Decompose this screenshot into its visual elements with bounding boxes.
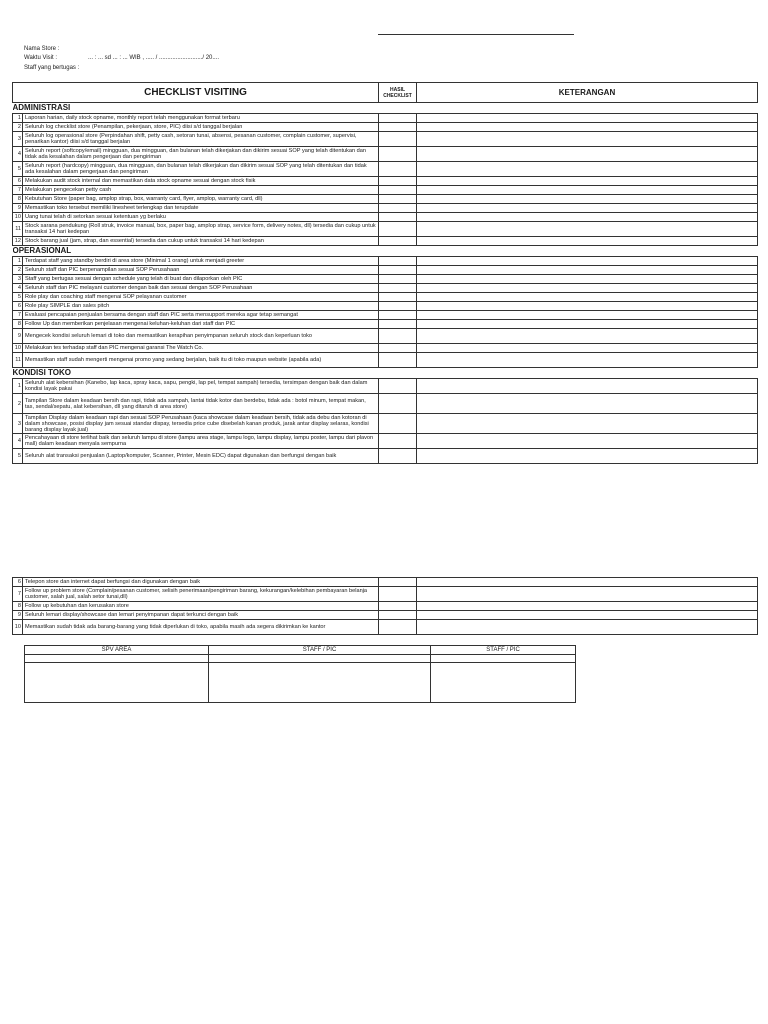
hasil-checklist-cell[interactable]	[379, 353, 417, 368]
hasil-checklist-cell[interactable]	[379, 114, 417, 123]
nama-store-row	[24, 45, 59, 53]
item-description: Seluruh staff dan PIC melayani customer dengan baik dan sesuai dengan SOP Perusahaan	[23, 284, 379, 293]
item-description: Memastikan sudah tidak ada barang-barang yang tidak diperlukan di toko, apabila masih ada segera dikirimkan ke kantor	[23, 620, 379, 635]
hasil-checklist-cell[interactable]	[379, 186, 417, 195]
hasil-checklist-cell[interactable]	[379, 293, 417, 302]
item-number: 3	[13, 414, 23, 434]
keterangan-cell[interactable]	[417, 204, 758, 213]
checklist-body-continued	[13, 578, 758, 635]
item-number: 8	[13, 602, 23, 611]
item-description: Stock barang jual (jam, strap, dan essential) tersedia dan cukup untuk transaksi 14 hari kedepan	[23, 237, 379, 246]
keterangan-cell[interactable]	[417, 434, 758, 449]
checklist-row	[13, 344, 758, 353]
checklist-row	[13, 284, 758, 293]
item-description: Role play SIMPLE dan sales pitch	[23, 302, 379, 311]
hasil-checklist-cell[interactable]	[379, 578, 417, 587]
item-description: Follow up problem store (Complain/pesanan customer, selisih penerimaan/pengiriman barang, kekurangan/kelebihan pembayaran belanja customer, salah jual, salah setor tunai,dll)	[23, 587, 379, 602]
keterangan-cell[interactable]	[417, 320, 758, 329]
checklist-row	[13, 114, 758, 123]
item-description: Uang tunai telah di setorkan sesuai ketentuan yg berlaku	[23, 213, 379, 222]
item-number: 8	[13, 320, 23, 329]
item-number: 4	[13, 284, 23, 293]
keterangan-cell[interactable]	[417, 123, 758, 132]
item-description: Seluruh alat kebersihan (Kanebo, lap kaca, spray kaca, sapu, pengki, lap pel, tempat sampah) tersedia, tersimpan dengan baik dan dalam kondisi layak pakai	[23, 379, 379, 394]
item-number: 6	[13, 578, 23, 587]
item-number: 11	[13, 353, 23, 368]
keterangan-cell[interactable]	[417, 186, 758, 195]
item-number: 10	[13, 620, 23, 635]
keterangan-cell[interactable]	[417, 275, 758, 284]
item-description: Seluruh report (hardcopy) mingguan, dua mingguan, dan bulanan telah dikerjakan dan dikirim sesuai SOP yang telah ditentukan dan tidak ada kesalahan dalam pengerjaan dan pengiriman	[23, 162, 379, 177]
item-number: 10	[13, 213, 23, 222]
keterangan-cell[interactable]	[417, 293, 758, 302]
item-description: Memastikan staff sudah mengerti mengenai promo yang sedang berjalan, baik itu di toko maupun website (apabila ada)	[23, 353, 379, 368]
item-number: 1	[13, 379, 23, 394]
keterangan-cell[interactable]	[417, 132, 758, 147]
hasil-checklist-cell[interactable]	[379, 587, 417, 602]
sig-staff-pic-label-1: STAFF / PIC	[209, 646, 431, 655]
checklist-row	[13, 293, 758, 302]
checklist-row	[13, 257, 758, 266]
item-description: Melakukan audit stock internal dan memastikan data stock opname sesuai dengan stock fisik	[23, 177, 379, 186]
item-description: Laporan harian, daily stock opname, monthly report telah menggunakan format terbaru	[23, 114, 379, 123]
keterangan-cell[interactable]	[417, 266, 758, 275]
checklist-row	[13, 177, 758, 186]
checklist-row	[13, 132, 758, 147]
item-number: 2	[13, 123, 23, 132]
sig-staff-pic-name-1[interactable]	[209, 655, 431, 663]
keterangan-cell[interactable]	[417, 147, 758, 162]
staff-label: Staff yang bertugas :	[24, 65, 80, 71]
waktu-visit-row	[24, 54, 220, 62]
keterangan-cell[interactable]	[417, 620, 758, 635]
checklist-row	[13, 222, 758, 237]
hasil-checklist-cell[interactable]	[379, 379, 417, 394]
hasil-checklist-cell[interactable]	[379, 257, 417, 266]
hasil-checklist-cell[interactable]	[379, 394, 417, 414]
item-description: Memastikan toko tersebut memiliki linesheet terlengkap dan terupdate	[23, 204, 379, 213]
signature-table	[24, 645, 576, 703]
checklist-row	[13, 266, 758, 275]
hasil-checklist-cell[interactable]	[379, 132, 417, 147]
hasil-checklist-cell[interactable]	[379, 284, 417, 293]
item-description: Tampilan Display dalam keadaan rapi dan sesuai SOP Perusahaan (kaca showcase dalam keadaan bersih, tidak ada debu dan kotoran di dalam showcase, posisi display jam sesuai standar dispay, tersedia price cube disebelah kanan produk, jarak antar display selaras, kondisi barang display layak jual)	[23, 414, 379, 434]
section-header-row	[13, 368, 758, 379]
item-number: 6	[13, 177, 23, 186]
nama-store-label: Nama Store :	[24, 46, 60, 52]
checklist-row	[13, 275, 758, 284]
checklist-row	[13, 147, 758, 162]
item-number: 10	[13, 344, 23, 353]
item-number: 4	[13, 434, 23, 449]
keterangan-cell[interactable]	[417, 302, 758, 311]
keterangan-cell[interactable]	[417, 213, 758, 222]
item-number: 5	[13, 293, 23, 302]
keterangan-cell[interactable]	[417, 195, 758, 204]
keterangan-cell[interactable]	[417, 177, 758, 186]
item-number: 9	[13, 204, 23, 213]
keterangan-cell[interactable]	[417, 414, 758, 434]
item-number: 7	[13, 311, 23, 320]
hasil-checklist-cell[interactable]	[379, 162, 417, 177]
checklist-row	[13, 195, 758, 204]
item-description: Seluruh log checklist store (Penampilan, pekerjaan, store, PIC) diisi s/d tanggal berjalan	[23, 123, 379, 132]
checklist-row	[13, 394, 758, 414]
section-title: ADMINISTRASI	[13, 103, 758, 114]
sig-staff-pic-label-2: STAFF / PIC	[431, 646, 576, 655]
item-number: 7	[13, 186, 23, 195]
keterangan-cell[interactable]	[417, 257, 758, 266]
hasil-checklist-cell[interactable]	[379, 329, 417, 344]
keterangan-cell[interactable]	[417, 602, 758, 611]
item-number: 1	[13, 114, 23, 123]
hasil-checklist-cell[interactable]	[379, 275, 417, 284]
sig-spv-area-name[interactable]	[25, 655, 209, 663]
item-number: 11	[13, 222, 23, 237]
section-title: OPERASIONAL	[13, 246, 758, 257]
hasil-checklist-cell[interactable]	[379, 434, 417, 449]
hasil-checklist-cell[interactable]	[379, 320, 417, 329]
item-description: Seluruh alat transaksi penjualan (Laptop/komputer, Scanner, Printer, Mesin EDC) dapat digunakan dan berfungsi dengan baik	[23, 449, 379, 464]
keterangan-cell[interactable]	[417, 162, 758, 177]
checklist-row	[13, 162, 758, 177]
hasil-checklist-cell[interactable]	[379, 414, 417, 434]
section-header-row	[13, 246, 758, 257]
hasil-checklist-cell[interactable]	[379, 222, 417, 237]
item-number: 4	[13, 147, 23, 162]
checklist-row	[13, 434, 758, 449]
item-description: Mengecek kondisi seluruh lemari di toko dan memastikan kerapihan penyimpanan seluruh stock dan keperluan toko	[23, 329, 379, 344]
hasil-checklist-cell[interactable]	[379, 602, 417, 611]
keterangan-cell[interactable]	[417, 379, 758, 394]
hasil-checklist-cell[interactable]	[379, 620, 417, 635]
item-description: Terdapat staff yang standby berdiri di area store (Minimal 1 orang) untuk menjadi greeter	[23, 257, 379, 266]
item-number: 1	[13, 257, 23, 266]
checklist-row	[13, 449, 758, 464]
hasil-checklist-cell[interactable]	[379, 123, 417, 132]
checklist-row	[13, 379, 758, 394]
item-description: Tampilan Store dalam keadaan bersih dan rapi, tidak ada sampah, lantai tidak kotor dan berdebu, tidak ada : botol minum, tempat makan, tas, sendal/sepatu, alat kebersihan, dll yang ditaruh di area store)	[23, 394, 379, 414]
item-description: Stock sarana pendukung (Roll struk, invoice manual, box, paper bag, amplop strap, service form, delivery notes, dll) tersedia dan cukup untuk transaksi 14 hari kedepan	[23, 222, 379, 237]
hasil-checklist-cell[interactable]	[379, 147, 417, 162]
hasil-checklist-cell[interactable]	[379, 449, 417, 464]
item-number: 2	[13, 394, 23, 414]
hasil-checklist-cell[interactable]	[379, 213, 417, 222]
item-description: Seluruh report (softcopy/email) mingguan, dua mingguan, dan bulanan telah dikerjakan dan dikirim sesuai SOP yang telah ditentukan dan tidak ada kesalahan dalam pengerjaan dan pengiriman	[23, 147, 379, 162]
item-description: Melakukan tes terhadap staff dan PIC mengenai garansi The Watch Co.	[23, 344, 379, 353]
hasil-checklist-cell[interactable]	[379, 611, 417, 620]
hasil-checklist-cell[interactable]	[379, 237, 417, 246]
keterangan-header: KETERANGAN	[417, 83, 758, 103]
staff-row	[24, 64, 79, 72]
item-description: Seluruh lemari display/showcase dan lemari penyimpanan dapat terkunci dengan baik	[23, 611, 379, 620]
sig-staff-pic-signature-1[interactable]	[209, 663, 431, 703]
hasil-checklist-cell[interactable]	[379, 302, 417, 311]
checklist-header-row	[13, 83, 758, 103]
sig-spv-area-signature[interactable]	[25, 663, 209, 703]
item-number: 9	[13, 329, 23, 344]
hasil-checklist-header: HASIL CHECKLIST	[379, 83, 417, 103]
item-number: 5	[13, 449, 23, 464]
item-number: 12	[13, 237, 23, 246]
sig-staff-pic-signature-2[interactable]	[431, 663, 576, 703]
checklist-title: CHECKLIST VISITING	[13, 83, 379, 103]
checklist-row	[13, 123, 758, 132]
checklist-row	[13, 237, 758, 246]
checklist-row	[13, 602, 758, 611]
item-number: 5	[13, 162, 23, 177]
checklist-body	[13, 103, 758, 464]
checklist-row	[13, 578, 758, 587]
checklist-row	[13, 204, 758, 213]
hasil-checklist-cell[interactable]	[379, 344, 417, 353]
section-header-row	[13, 103, 758, 114]
item-description: Kebutuhan Store (paper bag, amplop strap, box, warranty card, flyer, amplop, warranty card, dll)	[23, 195, 379, 204]
checklist-row	[13, 587, 758, 602]
keterangan-cell[interactable]	[417, 344, 758, 353]
keterangan-cell[interactable]	[417, 222, 758, 237]
item-number: 2	[13, 266, 23, 275]
item-description: Follow up kebutuhan dan kerusakan store	[23, 602, 379, 611]
keterangan-cell[interactable]	[417, 394, 758, 414]
item-description: Follow Up dan memberikan penjelasan mengenai keluhan-keluhan dari staff dan PIC	[23, 320, 379, 329]
signature-line	[378, 34, 574, 35]
keterangan-cell[interactable]	[417, 311, 758, 320]
keterangan-cell[interactable]	[417, 329, 758, 344]
sig-staff-pic-name-2[interactable]	[431, 655, 576, 663]
item-description: Role play dan coaching staff mengenai SOP pelayanan customer	[23, 293, 379, 302]
keterangan-cell[interactable]	[417, 284, 758, 293]
hasil-checklist-cell[interactable]	[379, 266, 417, 275]
checklist-row	[13, 302, 758, 311]
keterangan-cell[interactable]	[417, 449, 758, 464]
checklist-table-continued	[12, 577, 758, 635]
hasil-checklist-cell[interactable]	[379, 195, 417, 204]
item-number: 6	[13, 302, 23, 311]
item-number: 8	[13, 195, 23, 204]
checklist-row	[13, 611, 758, 620]
section-title: KONDISI TOKO	[13, 368, 758, 379]
keterangan-cell[interactable]	[417, 114, 758, 123]
checklist-table	[12, 82, 758, 464]
hasil-checklist-cell[interactable]	[379, 311, 417, 320]
item-description: Staff yang bertugas sesuai dengan schedule yang telah di buat dan dilaporkan oleh PIC	[23, 275, 379, 284]
checklist-row	[13, 414, 758, 434]
item-description: Pencahayaan di store terlihat baik dan seluruh lampu di store (lampu area stage, lampu logo, lampu display, lampu poster, lampu dari plavon mall) dalam keadaan menyala sempurna	[23, 434, 379, 449]
keterangan-cell[interactable]	[417, 353, 758, 368]
keterangan-cell[interactable]	[417, 578, 758, 587]
item-description: Seluruh log operasional store (Perpindahan shift, petty cash, setoran tunai, absensi, pesanan customer, complain customer, supervisi, penarikan kantor) diisi s/d tanggal berjalan	[23, 132, 379, 147]
item-description: Telepon store dan internet dapat berfungsi dan digunakan dengan baik	[23, 578, 379, 587]
waktu-visit-value: ... : ... sd ... : ... WIB , ..... / ........................../ 20....	[88, 55, 220, 61]
hasil-checklist-cell[interactable]	[379, 177, 417, 186]
checklist-row	[13, 329, 758, 344]
waktu-visit-label: Waktu Visit :	[24, 55, 58, 61]
checklist-row	[13, 353, 758, 368]
keterangan-cell[interactable]	[417, 611, 758, 620]
checklist-row	[13, 311, 758, 320]
keterangan-cell[interactable]	[417, 587, 758, 602]
checklist-row	[13, 213, 758, 222]
item-number: 9	[13, 611, 23, 620]
hasil-checklist-cell[interactable]	[379, 204, 417, 213]
item-number: 3	[13, 275, 23, 284]
item-number: 7	[13, 587, 23, 602]
checklist-row	[13, 320, 758, 329]
checklist-row	[13, 186, 758, 195]
keterangan-cell[interactable]	[417, 237, 758, 246]
item-description: Evaluasi pencapaian penjualan bersama dengan staff dan PIC serta mensupport mereka agar tetap semangat	[23, 311, 379, 320]
checklist-row	[13, 620, 758, 635]
item-description: Seluruh staff dan PIC berpenampilan sesuai SOP Perusahaan	[23, 266, 379, 275]
item-number: 3	[13, 132, 23, 147]
item-description: Melakukan pengecekan petty cash	[23, 186, 379, 195]
sig-spv-area-label: SPV AREA	[25, 646, 209, 655]
